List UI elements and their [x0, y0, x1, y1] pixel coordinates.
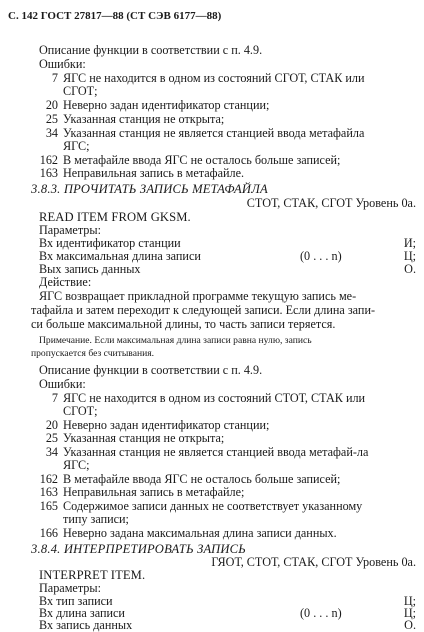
note-text: Примечание. Если максимальная длина записи равна нулю, запись — [39, 335, 312, 346]
errors-label: Ошибки: — [39, 57, 86, 71]
section-title: 3.8.3. ПРОЧИТАТЬ ЗАПИСЬ МЕТАФАЙЛА — [31, 182, 268, 196]
error-text: ЯГС; — [63, 139, 90, 153]
error-text: Неверно задана максимальная длина записи данных. — [63, 526, 337, 540]
error-code: 166 — [39, 526, 58, 540]
error-text: В метафайле ввода ЯГС не осталось больше записей; — [63, 472, 341, 486]
error-text: Указанная станция не открыта; — [63, 431, 225, 445]
params-label: Параметры: — [39, 581, 101, 595]
error-code: 25 — [45, 112, 58, 126]
error-text: В метафайле ввода ЯГС не осталось больше записей; — [63, 153, 341, 167]
error-text: Неверно задан идентификатор станции; — [63, 98, 270, 112]
action-text: ЯГС возвращает прикладной программе текущую запись ме- — [39, 289, 357, 303]
function-description: Описание функции в соответствии с п. 4.9. — [39, 43, 263, 57]
error-text: ЯГС не находится в одном из состояний СТОТ, СТАК или — [63, 391, 366, 405]
function-description: Описание функции в соответствии с п. 4.9. — [39, 363, 263, 377]
action-label: Действие: — [39, 275, 92, 289]
error-text: ЯГС не находится в одном из состояний СГОТ, СТАК или — [63, 71, 365, 85]
errors-label: Ошибки: — [39, 377, 86, 391]
section-states: ГЯОТ, СТОТ, СТАК, СГОТ Уровень 0а. — [211, 555, 416, 569]
section-title: 3.8.4. ИНТЕРПРЕТИРОВАТЬ ЗАПИСЬ — [31, 542, 246, 556]
error-text: Указанная станция не является станцией ввода метафай-ла — [63, 445, 369, 459]
error-code: 34 — [45, 445, 58, 459]
error-code: 7 — [51, 71, 58, 85]
command-name: INTERPRET ITEM. — [39, 568, 146, 582]
action-text: си больше максимальной длины, то часть записи теряется. — [31, 317, 336, 331]
params-label: Параметры: — [39, 223, 101, 237]
error-code: 165 — [39, 499, 58, 513]
param-name: Вх идентификатор станции — [39, 236, 181, 250]
param-name: Вх длина записи — [39, 606, 125, 620]
error-code: 162 — [39, 472, 58, 486]
section-states: СТОТ, СТАК, СГОТ Уровень 0а. — [246, 196, 416, 210]
param-type: И; — [403, 236, 416, 250]
param-type: Ц; — [403, 249, 416, 263]
error-code: 25 — [45, 431, 58, 445]
error-text: СГОТ; — [63, 404, 98, 418]
param-type: О. — [404, 618, 416, 632]
error-text: СГОТ; — [63, 84, 98, 98]
param-range: (0 . . . n) — [300, 249, 342, 263]
param-type: Ц; — [403, 606, 416, 620]
error-code: 34 — [45, 126, 58, 140]
error-code: 163 — [39, 485, 58, 499]
param-name: Вх запись данных — [39, 618, 133, 632]
error-text: Неправильная запись в метафайле. — [63, 166, 245, 180]
param-name: Вх тип записи — [39, 594, 113, 608]
action-text: тафайла и затем переходит к следующей записи. Если длина запи- — [31, 303, 376, 317]
error-text: Неверно задан идентификатор станции; — [63, 418, 270, 432]
error-text: Указанная станция не открыта; — [63, 112, 225, 126]
error-text: типу записи; — [63, 512, 129, 526]
error-text: Содержимое записи данных не соответствует указанному — [63, 499, 363, 513]
param-name: Вх максимальная длина записи — [39, 249, 201, 263]
error-text: Указанная станция не является станцией ввода метафайла — [63, 126, 365, 140]
error-code: 20 — [45, 98, 58, 112]
param-type: О. — [404, 262, 416, 276]
param-name: Вых запись данных — [39, 262, 141, 276]
error-code: 20 — [45, 418, 58, 432]
error-code: 7 — [51, 391, 58, 405]
param-range: (0 . . . n) — [300, 606, 342, 620]
error-text: ЯГС; — [63, 458, 90, 472]
page-header: С. 142 ГОСТ 27817—88 (СТ СЭВ 6177—88) — [8, 10, 222, 22]
param-type: Ц; — [403, 594, 416, 608]
error-code: 162 — [39, 153, 58, 167]
error-code: 163 — [39, 166, 58, 180]
command-name: READ ITEM FROM GKSM. — [39, 210, 191, 224]
error-text: Неправильная запись в метафайле; — [63, 485, 245, 499]
note-text: пропускается без считывания. — [31, 348, 155, 359]
